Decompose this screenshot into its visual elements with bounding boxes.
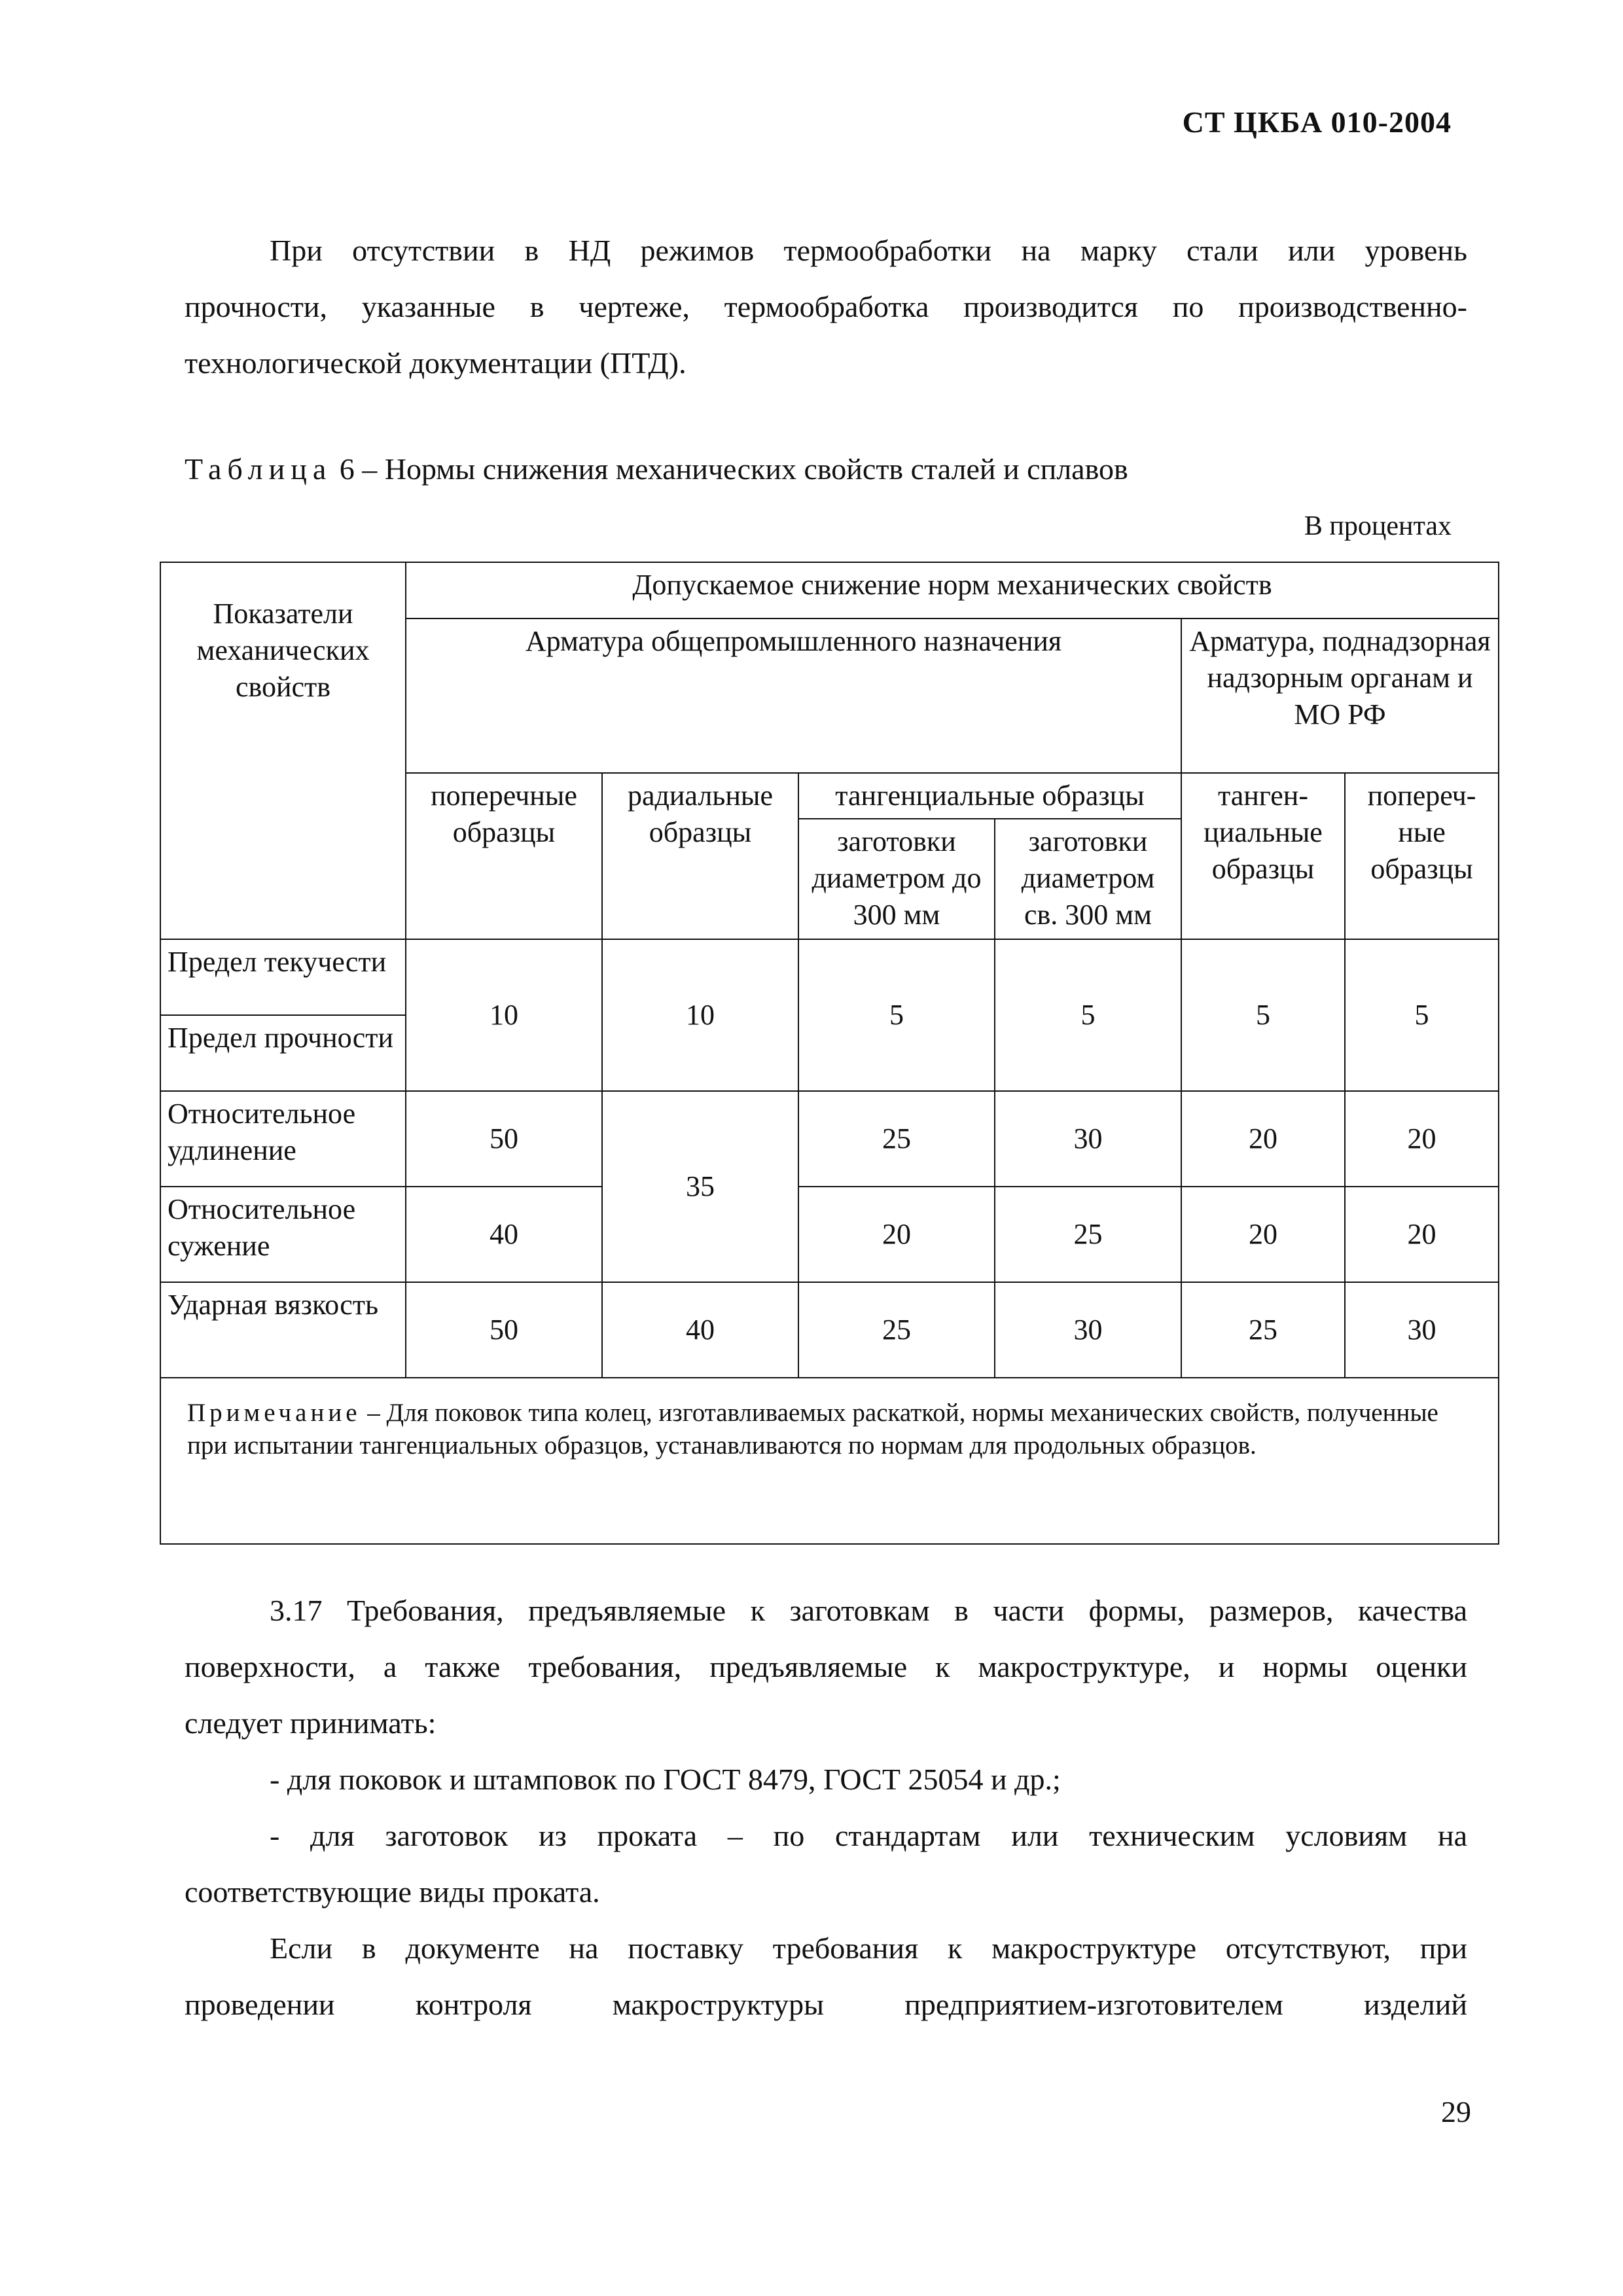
table-title [185, 452, 1128, 486]
header-blanks-over-300: заготовки диаметром св. 300 мм [995, 819, 1181, 939]
row-label-elongation: Относительное удлинение [160, 1091, 406, 1187]
final-line-2: проведении контроля макроструктуры предприятием-изготовителем изделий [185, 1988, 1467, 2021]
section-3-17 [185, 1583, 1467, 2033]
final-line-1: Если в документе на поставку требования к макроструктуре отсутствуют, при [270, 1931, 1467, 1965]
section-line-2: поверхности, а также требования, предъявляемые к макроструктуре, и нормы оценки [185, 1650, 1467, 1683]
cell-value: 30 [995, 1282, 1181, 1378]
header-indicators: Показатели механических свойств [160, 562, 406, 939]
cell-value: 5 [995, 939, 1181, 1091]
section-line-3: следует принимать: [185, 1706, 437, 1740]
cell-value: 10 [602, 939, 798, 1091]
table-note-label: Примечание [187, 1399, 361, 1427]
cell-value: 40 [602, 1282, 798, 1378]
table-title-number: 6 [339, 452, 355, 486]
list-item-forgings: - для поковок и штамповок по ГОСТ 8479, ГОСТ 25054 и др.; [270, 1763, 1061, 1796]
cell-value: 25 [798, 1091, 995, 1187]
units-note: В процентах [1304, 511, 1452, 541]
row-label-impact: Ударная вязкость [160, 1282, 406, 1378]
header-radial: радиальные образцы [602, 773, 798, 939]
cell-value: 25 [1181, 1282, 1345, 1378]
intro-line-2: прочности, указанные в чертеже, термообработка производится по производственно- [185, 290, 1467, 323]
intro-paragraph [185, 223, 1467, 391]
table-title-text: – Нормы снижения механических свойств сталей и сплавов [354, 452, 1128, 486]
row-label-strength: Предел прочности [160, 1015, 406, 1091]
cell-value: 20 [1345, 1187, 1499, 1282]
intro-line-3: технологической документации (ПТД). [185, 346, 687, 380]
header-allowed-reduction: Допускаемое снижение норм механических свойств [406, 562, 1499, 619]
norms-table [160, 562, 1499, 1545]
cell-value: 5 [798, 939, 995, 1091]
table-note-text: – Для поковок типа колец, изготавливаемых раскаткой, нормы механических свойств, полученные при испытании тангенциальных образцов, устанавливаются по нормам для продольных образцов. [187, 1399, 1438, 1460]
cell-value: 30 [995, 1091, 1181, 1187]
document-number: СТ ЦКБА 010-2004 [1182, 105, 1452, 139]
cell-value: 50 [406, 1282, 602, 1378]
cell-value: 5 [1345, 939, 1499, 1091]
header-general-industrial: Арматура общепромышленного назначения [406, 619, 1181, 773]
cell-value: 20 [1345, 1091, 1499, 1187]
list-item-rolled-cont: соответствующие виды проката. [185, 1875, 600, 1909]
cell-value: 25 [995, 1187, 1181, 1282]
section-line-1: 3.17 Требования, предъявляемые к заготовкам в части формы, размеров, качества [270, 1594, 1467, 1627]
cell-value: 25 [798, 1282, 995, 1378]
header-blanks-to-300: заготовки диаметром до 300 мм [798, 819, 995, 939]
cell-value: 50 [406, 1091, 602, 1187]
table-title-label: Таблица [185, 452, 332, 486]
cell-value: 20 [1181, 1187, 1345, 1282]
header-tangential-short: танген-циальные образцы [1181, 773, 1345, 939]
list-item-rolled: - для заготовок из проката – по стандартам или техническим условиям на [270, 1819, 1467, 1852]
header-transverse: поперечные образцы [406, 773, 602, 939]
cell-value: 20 [798, 1187, 995, 1282]
row-label-yield: Предел текучести [160, 939, 406, 1015]
cell-value: 30 [1345, 1282, 1499, 1378]
cell-value: 20 [1181, 1091, 1345, 1187]
cell-value: 35 [602, 1091, 798, 1282]
header-supervised: Арматура, поднадзорная надзорным органам и МО РФ [1181, 619, 1499, 773]
row-label-contraction: Относительное сужение [160, 1187, 406, 1282]
header-tangential: тангенциальные образцы [798, 773, 1181, 819]
cell-value: 5 [1181, 939, 1345, 1091]
header-transverse-short: попереч-ные образцы [1345, 773, 1499, 939]
cell-value: 10 [406, 939, 602, 1091]
table-note [160, 1378, 1499, 1544]
cell-value: 40 [406, 1187, 602, 1282]
intro-line-1: При отсутствии в НД режимов термообработки на марку стали или уровень [270, 234, 1467, 267]
page-number: 29 [1441, 2095, 1471, 2128]
